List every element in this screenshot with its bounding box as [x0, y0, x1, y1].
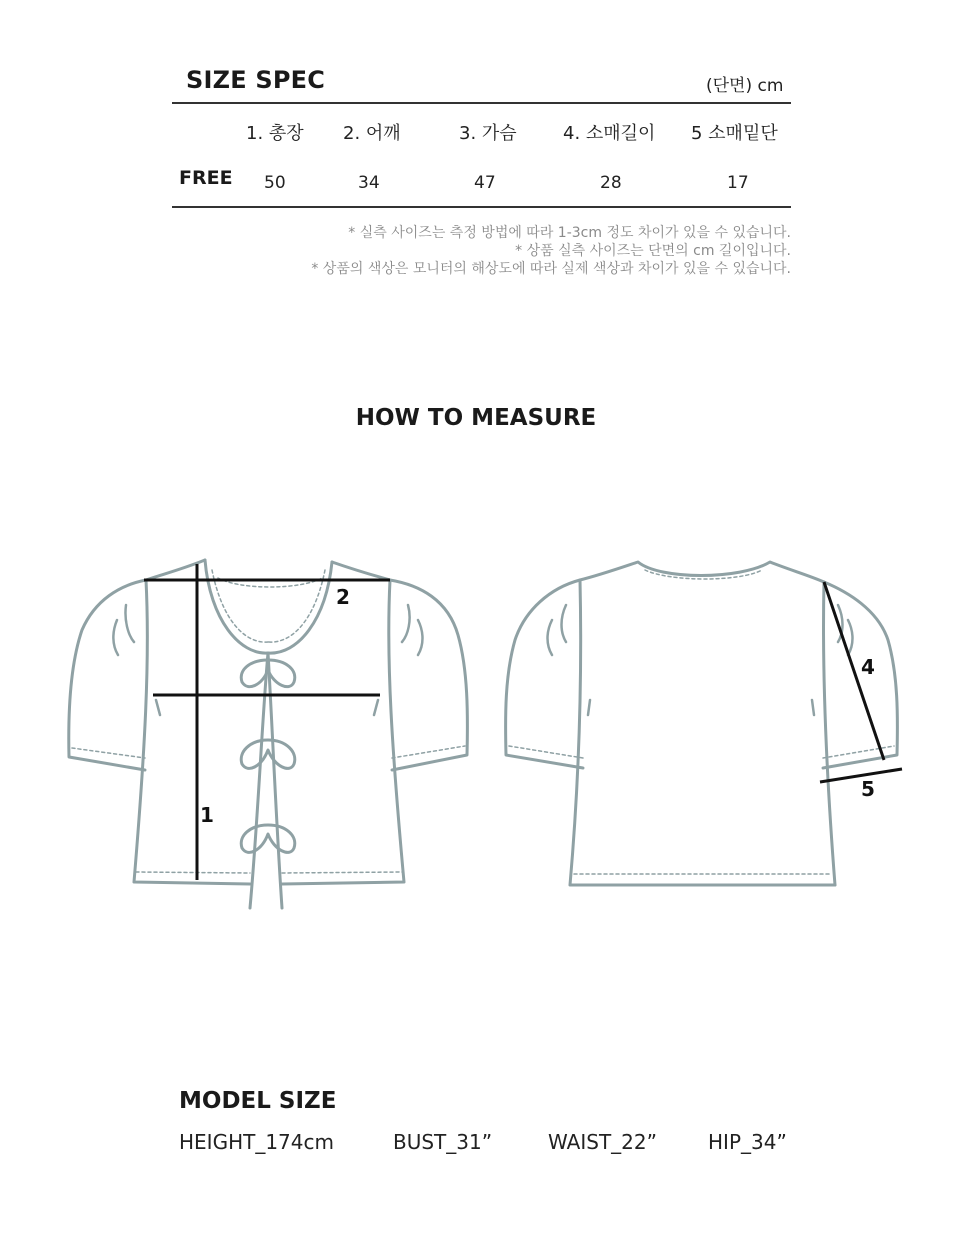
value-total-length: 50 [264, 173, 286, 193]
model-hip: HIP_34” [708, 1130, 787, 1154]
value-shoulder: 34 [358, 173, 380, 193]
how-to-measure-title: HOW TO MEASURE [355, 405, 597, 431]
size-spec-unit: (단면) cm [706, 76, 784, 96]
model-height: HEIGHT_174cm [179, 1130, 334, 1154]
size-spec-title: SIZE SPEC [186, 66, 326, 94]
measure-label-2: 2 [336, 585, 350, 609]
column-header-sleeve-length: 4. 소매길이 [563, 123, 656, 144]
front-garment-outline [69, 560, 468, 908]
value-sleeve-length: 28 [600, 173, 622, 193]
measure-label-5: 5 [861, 777, 875, 801]
column-header-chest: 3. 가슴 [459, 123, 517, 144]
back-garment-outline [506, 562, 898, 885]
model-size-title: MODEL SIZE [179, 1088, 337, 1114]
measure-label-4: 4 [861, 655, 875, 679]
garment-diagram [0, 520, 960, 920]
model-waist: WAIST_22” [548, 1130, 657, 1154]
note-measurement-variance: * 실측 사이즈는 측정 방법에 따라 1-3cm 정도 차이가 있을 수 있습니다. [348, 225, 791, 241]
note-flat-measurement: * 상품 실측 사이즈는 단면의 cm 길이입니다. [515, 243, 791, 259]
measure-line-sleeve-length [824, 582, 884, 760]
measure-label-1: 1 [200, 803, 214, 827]
value-sleeve-hem: 17 [727, 173, 749, 193]
table-top-rule [172, 102, 791, 104]
column-header-shoulder: 2. 어깨 [343, 123, 401, 144]
column-header-total-length: 1. 총장 [246, 123, 304, 144]
model-bust: BUST_31” [393, 1130, 493, 1154]
note-color-variance: * 상품의 색상은 모니터의 해상도에 따라 실제 색상과 차이가 있을 수 있습니다. [311, 261, 791, 277]
row-label-free: FREE [179, 167, 233, 189]
front-stitch-lines [72, 570, 465, 873]
value-chest: 47 [474, 173, 496, 193]
column-header-sleeve-hem: 5 소매밑단 [691, 123, 778, 144]
table-bottom-rule [172, 206, 791, 208]
